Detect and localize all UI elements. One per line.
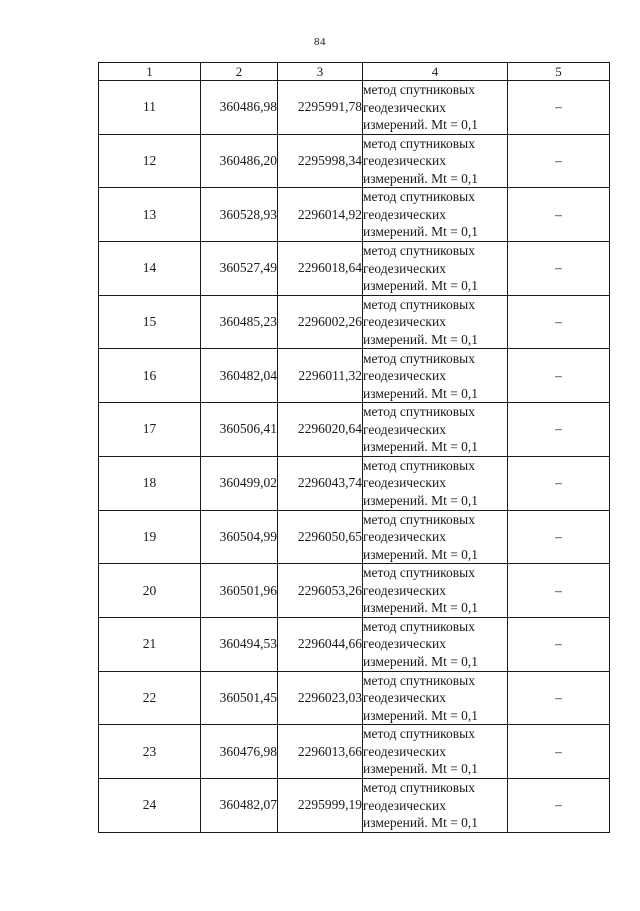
- coordinate-x-cell: 360476,98: [201, 725, 278, 779]
- method-text-line: измерений. Mt = 0,1: [363, 707, 479, 723]
- coordinate-x-cell: 360504,99: [201, 510, 278, 564]
- note-cell: –: [508, 188, 610, 242]
- note-cell: –: [508, 617, 610, 671]
- note-cell: –: [508, 242, 610, 296]
- method-text-line: измерений. Mt = 0,1: [363, 546, 479, 562]
- coordinate-x-cell: 360528,93: [201, 188, 278, 242]
- note-cell: –: [508, 671, 610, 725]
- method-text-line: метод спутниковых: [363, 350, 475, 366]
- method-text-line: измерений. Mt = 0,1: [363, 492, 479, 508]
- column-header: 3: [278, 63, 363, 81]
- method-text-line: измерений. Mt = 0,1: [363, 653, 479, 669]
- table-body: [99, 81, 610, 833]
- coordinate-y-cell: 2296013,66: [278, 725, 363, 779]
- point-number-cell: 22: [99, 671, 201, 725]
- method-text-line: измерений. Mt = 0,1: [363, 331, 479, 347]
- method-cell: [363, 617, 508, 671]
- method-cell: [363, 188, 508, 242]
- coordinate-y-cell: 2295991,78: [278, 81, 363, 135]
- coordinate-x-cell: 360482,04: [201, 349, 278, 403]
- table-row: [99, 456, 610, 510]
- coordinate-y-cell: 2296011,32: [278, 349, 363, 403]
- table-row: [99, 510, 610, 564]
- method-text-line: метод спутниковых: [363, 672, 475, 688]
- method-text-line: метод спутниковых: [363, 82, 475, 98]
- method-text-line: измерений. Mt = 0,1: [363, 278, 479, 294]
- method-text-line: измерений. Mt = 0,1: [363, 170, 479, 186]
- note-cell: –: [508, 725, 610, 779]
- coordinate-y-cell: 2295998,34: [278, 134, 363, 188]
- method-text-line: измерений. Mt = 0,1: [363, 439, 479, 455]
- method-text-line: метод спутниковых: [363, 243, 475, 259]
- column-header: 2: [201, 63, 278, 81]
- method-text-line: геодезических: [363, 260, 446, 276]
- point-number-cell: 15: [99, 295, 201, 349]
- point-number-cell: 13: [99, 188, 201, 242]
- method-text-line: метод спутниковых: [363, 565, 475, 581]
- coordinate-x-cell: 360501,45: [201, 671, 278, 725]
- point-number-cell: 19: [99, 510, 201, 564]
- method-cell: [363, 456, 508, 510]
- note-cell: –: [508, 403, 610, 457]
- coordinate-y-cell: 2295999,19: [278, 778, 363, 832]
- method-text-line: метод спутниковых: [363, 189, 475, 205]
- note-cell: –: [508, 510, 610, 564]
- method-text-line: геодезических: [363, 206, 446, 222]
- note-cell: –: [508, 564, 610, 618]
- column-header: 5: [508, 63, 610, 81]
- method-cell: [363, 134, 508, 188]
- column-header: 1: [99, 63, 201, 81]
- note-cell: –: [508, 81, 610, 135]
- table-row: [99, 134, 610, 188]
- method-text-line: геодезических: [363, 421, 446, 437]
- point-number-cell: 21: [99, 617, 201, 671]
- method-text-line: измерений. Mt = 0,1: [363, 815, 479, 831]
- method-cell: [363, 671, 508, 725]
- method-text-line: геодезических: [363, 636, 446, 652]
- coordinate-y-cell: 2296023,03: [278, 671, 363, 725]
- method-text-line: метод спутниковых: [363, 726, 475, 742]
- point-number-cell: 18: [99, 456, 201, 510]
- table-row: [99, 403, 610, 457]
- method-text-line: измерений. Mt = 0,1: [363, 117, 479, 133]
- method-cell: [363, 403, 508, 457]
- table-row: [99, 295, 610, 349]
- method-text-line: метод спутниковых: [363, 404, 475, 420]
- coordinate-x-cell: 360506,41: [201, 403, 278, 457]
- note-cell: –: [508, 349, 610, 403]
- method-text-line: геодезических: [363, 314, 446, 330]
- coordinate-x-cell: 360494,53: [201, 617, 278, 671]
- method-text-line: геодезических: [363, 743, 446, 759]
- table-row: [99, 188, 610, 242]
- method-text-line: геодезических: [363, 153, 446, 169]
- method-text-line: геодезических: [363, 529, 446, 545]
- coordinate-y-cell: 2296053,26: [278, 564, 363, 618]
- table-row: [99, 617, 610, 671]
- note-cell: –: [508, 778, 610, 832]
- method-text-line: метод спутниковых: [363, 457, 475, 473]
- method-text-line: измерений. Mt = 0,1: [363, 600, 479, 616]
- method-text-line: измерений. Mt = 0,1: [363, 385, 479, 401]
- point-number-cell: 11: [99, 81, 201, 135]
- point-number-cell: 16: [99, 349, 201, 403]
- note-cell: –: [508, 134, 610, 188]
- method-cell: [363, 510, 508, 564]
- table-row: [99, 564, 610, 618]
- point-number-cell: 24: [99, 778, 201, 832]
- page-number: 84: [314, 36, 326, 48]
- coordinate-x-cell: 360482,07: [201, 778, 278, 832]
- coordinate-y-cell: 2296014,92: [278, 188, 363, 242]
- method-text-line: метод спутниковых: [363, 296, 475, 312]
- method-text-line: измерений. Mt = 0,1: [363, 761, 479, 777]
- point-number-cell: 20: [99, 564, 201, 618]
- method-cell: [363, 564, 508, 618]
- table-row: [99, 242, 610, 296]
- coordinate-y-cell: 2296050,65: [278, 510, 363, 564]
- method-text-line: геодезических: [363, 368, 446, 384]
- method-text-line: геодезических: [363, 690, 446, 706]
- method-text-line: геодезических: [363, 99, 446, 115]
- coordinate-y-cell: 2296020,64: [278, 403, 363, 457]
- table-row: [99, 778, 610, 832]
- method-cell: [363, 349, 508, 403]
- coordinate-y-cell: 2296018,64: [278, 242, 363, 296]
- method-cell: [363, 242, 508, 296]
- point-number-cell: 23: [99, 725, 201, 779]
- method-text-line: метод спутниковых: [363, 135, 475, 151]
- coordinate-x-cell: 360527,49: [201, 242, 278, 296]
- method-text-line: измерений. Mt = 0,1: [363, 224, 479, 240]
- point-number-cell: 17: [99, 403, 201, 457]
- method-text-line: геодезических: [363, 797, 446, 813]
- coordinate-y-cell: 2296043,74: [278, 456, 363, 510]
- method-cell: [363, 81, 508, 135]
- table-row: [99, 671, 610, 725]
- coordinate-y-cell: 2296044,66: [278, 617, 363, 671]
- method-cell: [363, 778, 508, 832]
- coordinate-y-cell: 2296002,26: [278, 295, 363, 349]
- coordinate-x-cell: 360485,23: [201, 295, 278, 349]
- method-text-line: метод спутниковых: [363, 618, 475, 634]
- coordinates-table: [98, 62, 610, 833]
- coordinate-x-cell: 360486,98: [201, 81, 278, 135]
- method-text-line: метод спутниковых: [363, 511, 475, 527]
- coordinate-x-cell: 360486,20: [201, 134, 278, 188]
- method-text-line: метод спутниковых: [363, 780, 475, 796]
- table-row: [99, 349, 610, 403]
- point-number-cell: 12: [99, 134, 201, 188]
- table-header-row: [99, 63, 610, 81]
- coordinate-x-cell: 360499,02: [201, 456, 278, 510]
- note-cell: –: [508, 295, 610, 349]
- table-row: [99, 725, 610, 779]
- method-text-line: геодезических: [363, 582, 446, 598]
- method-text-line: геодезических: [363, 475, 446, 491]
- coordinate-x-cell: 360501,96: [201, 564, 278, 618]
- point-number-cell: 14: [99, 242, 201, 296]
- column-header: 4: [363, 63, 508, 81]
- table-row: [99, 81, 610, 135]
- method-cell: [363, 725, 508, 779]
- note-cell: –: [508, 456, 610, 510]
- method-cell: [363, 295, 508, 349]
